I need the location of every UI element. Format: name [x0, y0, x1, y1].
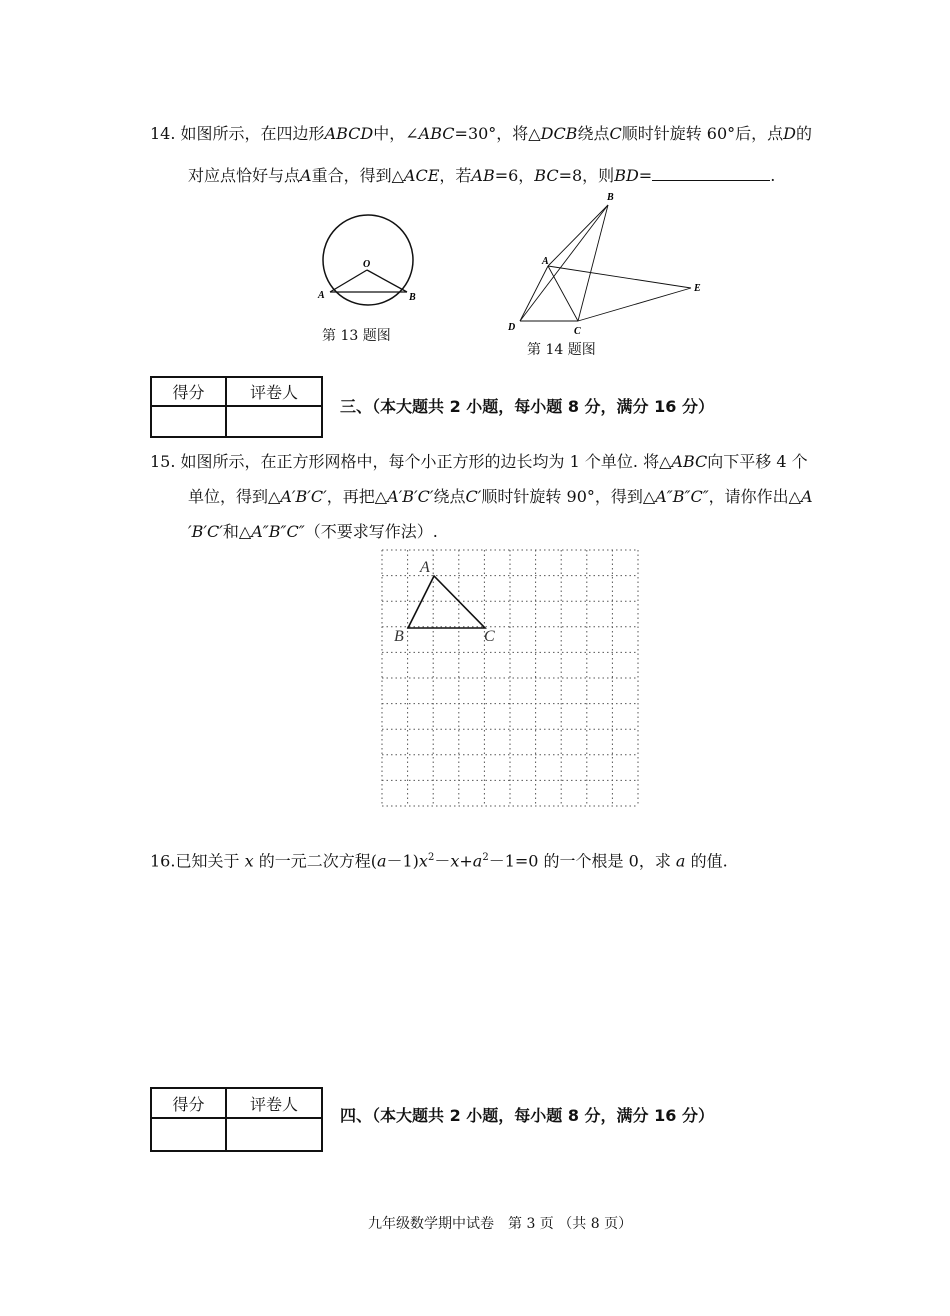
fig14-segment-db — [520, 205, 608, 321]
fig14-segment-cb — [578, 205, 608, 321]
section-4-title: 四、（本大题共 2 小题，每小题 8 分，满分 16 分） — [340, 1106, 714, 1125]
q14-line-1: 14. 如图所示，在四边形ABCD中，∠ABC=30°，将△DCB绕点C顺时针旋转 60°后，点D的 — [150, 124, 812, 143]
fig14-label-d: D — [508, 322, 516, 333]
score-cell[interactable] — [151, 1118, 226, 1151]
fig13-diagram — [312, 214, 422, 314]
fig14-label-c: C — [574, 326, 581, 337]
grid-label-a: A — [420, 559, 430, 576]
grid-label-c: C — [484, 628, 495, 645]
score-cell[interactable] — [151, 406, 226, 437]
fig14-segment-da — [520, 266, 548, 321]
fig14-label-a: A — [542, 256, 549, 267]
grid-label-b: B — [394, 628, 404, 645]
fig14-diagram — [502, 188, 712, 338]
fig13-label-o: O — [363, 259, 371, 270]
q14-line-2: 对应点恰好与点A重合，得到△ACE，若AB=6，BC=8，则BD= . — [188, 166, 776, 185]
fig14-label-e: E — [694, 283, 701, 294]
grader-header: 评卷人 — [226, 377, 322, 406]
score-table-section-3 — [150, 376, 323, 438]
fig14-segment-ae — [548, 266, 691, 288]
fig13-label-a: A — [318, 290, 325, 301]
fig14-segment-ab — [548, 205, 608, 266]
fig13-segment-ob — [367, 270, 407, 292]
grader-header: 评卷人 — [226, 1088, 322, 1118]
score-table-section-4 — [150, 1087, 323, 1152]
grader-cell[interactable] — [226, 406, 322, 437]
grid-lines — [382, 550, 638, 806]
triangle-abc — [408, 576, 485, 628]
score-header: 得分 — [151, 1088, 226, 1118]
q14-number: 14. — [150, 124, 176, 143]
q15-line-3: ′B′C′和△A″B″C″（不要求写作法）. — [188, 522, 438, 541]
grader-cell[interactable] — [226, 1118, 322, 1151]
section-3-title: 三、（本大题共 2 小题，每小题 8 分，满分 16 分） — [340, 397, 714, 416]
fig13-label-b: B — [409, 292, 416, 303]
fig14-label-b: B — [607, 192, 614, 203]
q16-number: 16. — [150, 851, 176, 871]
fig13-caption: 第 13 题图 — [322, 328, 391, 344]
q16-line: 16.已知关于 x 的一元二次方程$(a-1)x^2-x+a^2-1=0$ 的一个根是 0，求 a 的值. — [150, 851, 728, 871]
answer-blank[interactable] — [652, 164, 770, 181]
q15-line-1: 15. 如图所示，在正方形网格中，每个小正方形的边长均为 1 个单位. 将△ABC向下平移 4 个 — [150, 452, 808, 471]
fig13-segment-oa — [330, 270, 367, 292]
fig14-segment-ac — [548, 266, 578, 321]
fig14-caption: 第 14 题图 — [527, 342, 596, 358]
square-grid[interactable] — [376, 544, 644, 816]
page-footer: 九年级数学期中试卷 第 3 页 （共 8 页） — [368, 1216, 633, 1232]
score-header: 得分 — [151, 377, 226, 406]
fig14-segment-ce — [578, 288, 691, 321]
q15-number: 15. — [150, 452, 176, 471]
q15-line-2: 单位，得到△A′B′C′，再把△A′B′C′绕点C′顺时针旋转 90°，得到△A″B″C″，请你作出△A — [188, 487, 813, 506]
